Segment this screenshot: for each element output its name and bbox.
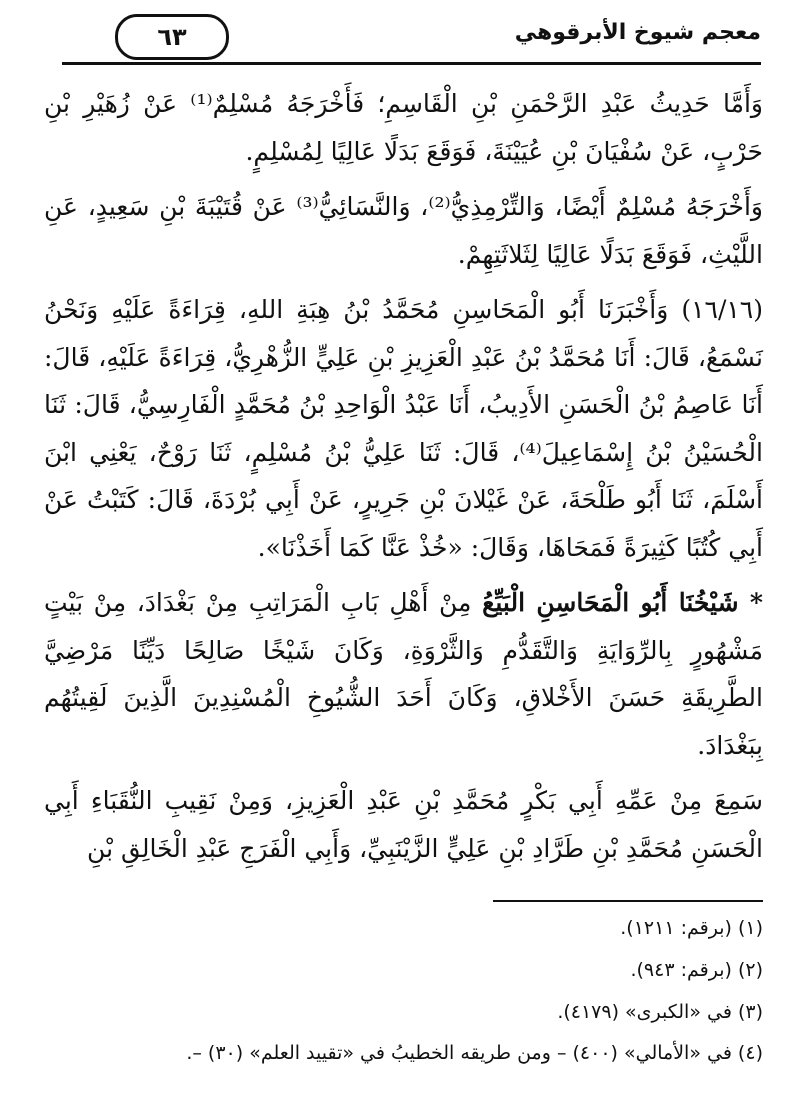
book-title: معجم شيوخ الأبرقوهي <box>514 20 761 45</box>
footnote-4: (٤) في «الأمالي» (٤٠٠) – ومن طريقه الخطيبُ في «تقييد العلم» (٣٠) –. <box>186 1042 763 1065</box>
header-rule <box>62 62 761 65</box>
running-header <box>60 14 761 54</box>
paragraph-1: وَأَمَّا حَدِيثُ عَبْدِ الرَّحْمَنِ بْنِ الْقَاسِمِ؛ فَأَخْرَجَهُ مُسْلِمٌ⁽¹⁾ عَنْ زُهَيْرِ بْنِ حَرْبٍ، عَنْ سُفْيَانَ بْنِ عُيَيْنَةَ، فَوَقَعَ بَدَلًا عَالِيًا لِمُسْلِمٍ. <box>44 89 763 166</box>
teachers-paragraph: سَمِعَ مِنْ عَمِّهِ أَبِي بَكْرٍ مُحَمَّدِ بْنِ عَبْدِ الْعَزِيزِ، وَمِنْ نَقِيبِ النُّقَبَاءِ أَبِي الْحَسَنِ مُحَمَّدِ بْنِ طَرَّادِ بْنِ عَلِيٍّ الزَّيْنَبِيِّ، وَأَبِي الْفَرَجِ عَبْدِ الْخَالِقِ بْنِ <box>44 786 763 863</box>
paragraph-2: وَأَخْرَجَهُ مُسْلِمٌ أَيْضًا، وَالتِّرْمِذِيُّ⁽²⁾، وَالنَّسَائِيُّ⁽³⁾ عَنْ قُتَيْبَةَ بْنِ سَعِيدٍ، عَنِ اللَّيْثِ، فَوَقَعَ بَدَلًا عَالِيًا لِثَلاثَتِهِمْ. <box>44 192 763 269</box>
footnote-1: (١) (برقم: ١٢١١). <box>620 917 763 939</box>
hadith-16: (١٦/١٦) وَأَخْبَرَنَا أَبُو الْمَحَاسِنِ مُحَمَّدُ بْنُ هِبَةِ اللهِ، قِرَاءَةً عَلَيْهِ وَنَحْنُ نَسْمَعُ، قَالَ: أَنَا مُحَمَّدُ بْنُ عَبْدِ الْعَزِيزِ بْنِ عَلِيٍّ الزُّهْرِيُّ، قِرَاءَةً عَلَيْهِ، قَالَ: أَنَا عَاصِمُ بْنُ الْحَسَنِ الأَدِيبُ، أَنَا عَبْدُ الْوَاحِدِ بْنُ مُحَمَّدٍ الْفَارِسِيُّ، قَالَ: ثَنَا الْحُسَيْنُ بْنُ إِسْمَاعِيلَ⁽⁴⁾، قَالَ: ثَنَا عَلِيُّ بْنُ مُسْلِمٍ، ثَنَا رَوْحٌ، يَعْنِي ابْنَ أَسْلَمَ، ثَنَا أَبُو طَلْحَةَ، عَنْ غَيْلانَ بْنِ جَرِيرٍ، عَنْ أَبِي بُرْدَةَ، قَالَ: كَتَبْتُ عَنْ أَبِي كُتُبًا كَثِيرَةً فَمَحَاهَا، وَقَالَ: «خُذْ عَنَّا كَمَا أَخَذْنَا». <box>44 295 763 562</box>
shaykh-name: * شَيْخُنَا أَبُو الْمَحَاسِنِ الْبَيِّعُ <box>482 588 763 617</box>
biography-text: مِنْ أَهْلِ بَابِ الْمَرَاتِبِ مِنْ بَغْدَادَ، مِنْ بَيْتٍ مَشْهُورٍ بِالرِّوَايَةِ وَالتَّقَدُّمِ وَالثَّرْوَةِ، وَكَانَ شَيْخًا صَالِحًا دَيِّنًا مَرْضِيَّ الطَّرِيقَةِ حَسَنَ الأَخْلاقِ، وَكَانَ أَحَدَ الشُّيُوخِ الْمُسْنِدِينَ الَّذِينَ لَقِيتُهُم بِبَغْدَادَ. <box>44 588 763 760</box>
footnotes <box>44 908 763 1075</box>
footnote-3: (٣) في «الكبرى» (٤١٧٩). <box>557 1000 763 1023</box>
page-number: ٦٣ <box>115 14 229 60</box>
main-text <box>44 80 763 880</box>
footnote-2: (٢) (برقم: ٩٤٣). <box>630 958 763 981</box>
footnote-separator <box>493 900 763 902</box>
biography-paragraph <box>44 579 763 769</box>
